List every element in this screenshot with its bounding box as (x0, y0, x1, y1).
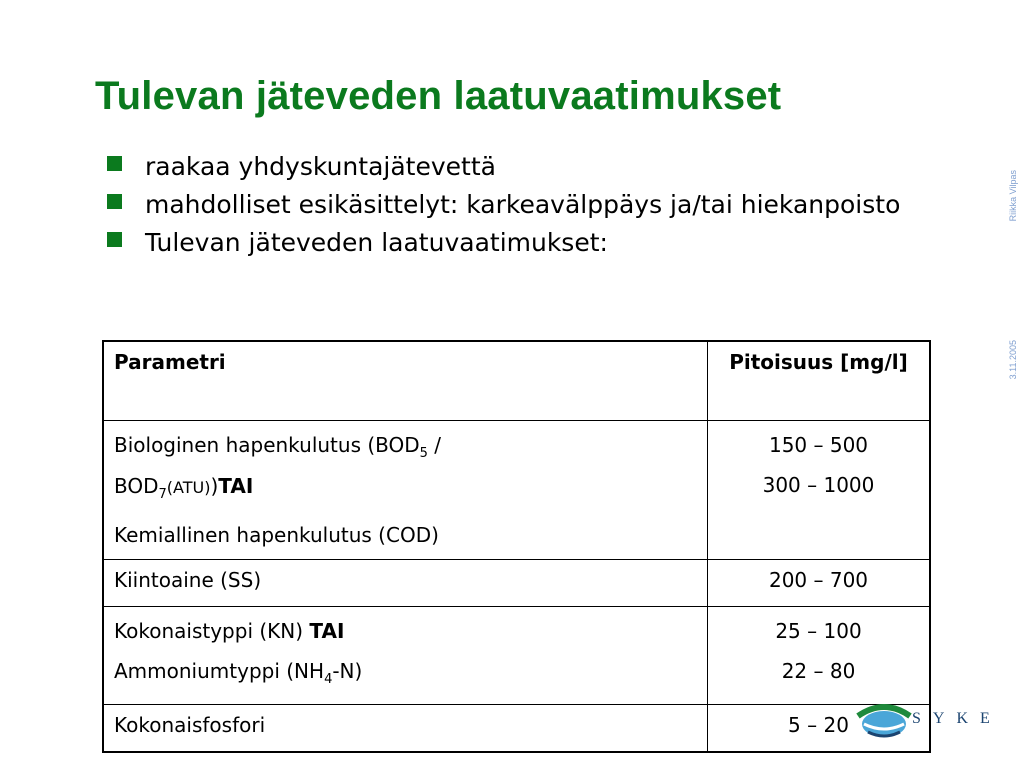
bullet-item (105, 188, 925, 222)
bullet-item (105, 150, 925, 184)
parameter-cell: Kiintoaine (SS) (103, 560, 708, 607)
value-line: 22 – 80 (781, 659, 856, 683)
value-line: 25 – 100 (775, 619, 862, 643)
value-cell (708, 421, 931, 560)
value-cell: 200 – 700 (708, 560, 931, 607)
bullet-text: Tulevan jäteveden laatuvaatimukset: (145, 228, 608, 257)
value-cell: 5 – 20 (708, 705, 931, 753)
slide-title: Tulevan jäteveden laatuvaatimukset (95, 74, 782, 118)
table-row (103, 560, 930, 607)
bullet-square-icon (107, 156, 122, 171)
bullet-item (105, 226, 925, 260)
value-cell (708, 607, 931, 705)
value-line: 300 – 1000 (762, 473, 875, 497)
param-line: $BOD_7(ATU))TAI$ (114, 474, 254, 502)
bullet-list (105, 150, 925, 264)
bullet-square-icon (107, 232, 122, 247)
table-row (103, 421, 930, 560)
table-header-row (103, 341, 930, 421)
param-line: Biologinen hapenkulutus ($BOD_5$ / (114, 433, 442, 461)
header-parameter: Parametri (103, 341, 708, 421)
param-line: Ammoniumtyppi $(NH_4-N)$ (114, 659, 363, 687)
bullet-text: mahdolliset esikäsittelyt: karkeavälppäys ja/tai hiekanpoisto (145, 190, 901, 219)
param-line: Kemiallinen hapenkulutus (COD) (114, 523, 439, 547)
date-label: 3.11.2005 (1008, 340, 1018, 380)
param-line: Kokonaistyppi (KN) TAI (114, 619, 345, 643)
header-concentration: Pitoisuus [mg/l] (708, 341, 931, 421)
quality-requirements-table (102, 340, 931, 753)
table-row (103, 705, 930, 753)
value-line: 150 – 500 (768, 433, 869, 457)
bullet-text: raakaa yhdyskuntajätevettä (145, 152, 496, 181)
parameter-cell (103, 421, 708, 560)
parameter-cell: Kokonaisfosfori (103, 705, 708, 753)
parameter-cell (103, 607, 708, 705)
bullet-square-icon (107, 194, 122, 209)
table-row (103, 607, 930, 705)
logo-text: SYKE (912, 710, 1002, 727)
author-label: Riikka Vilpas (1008, 170, 1018, 222)
